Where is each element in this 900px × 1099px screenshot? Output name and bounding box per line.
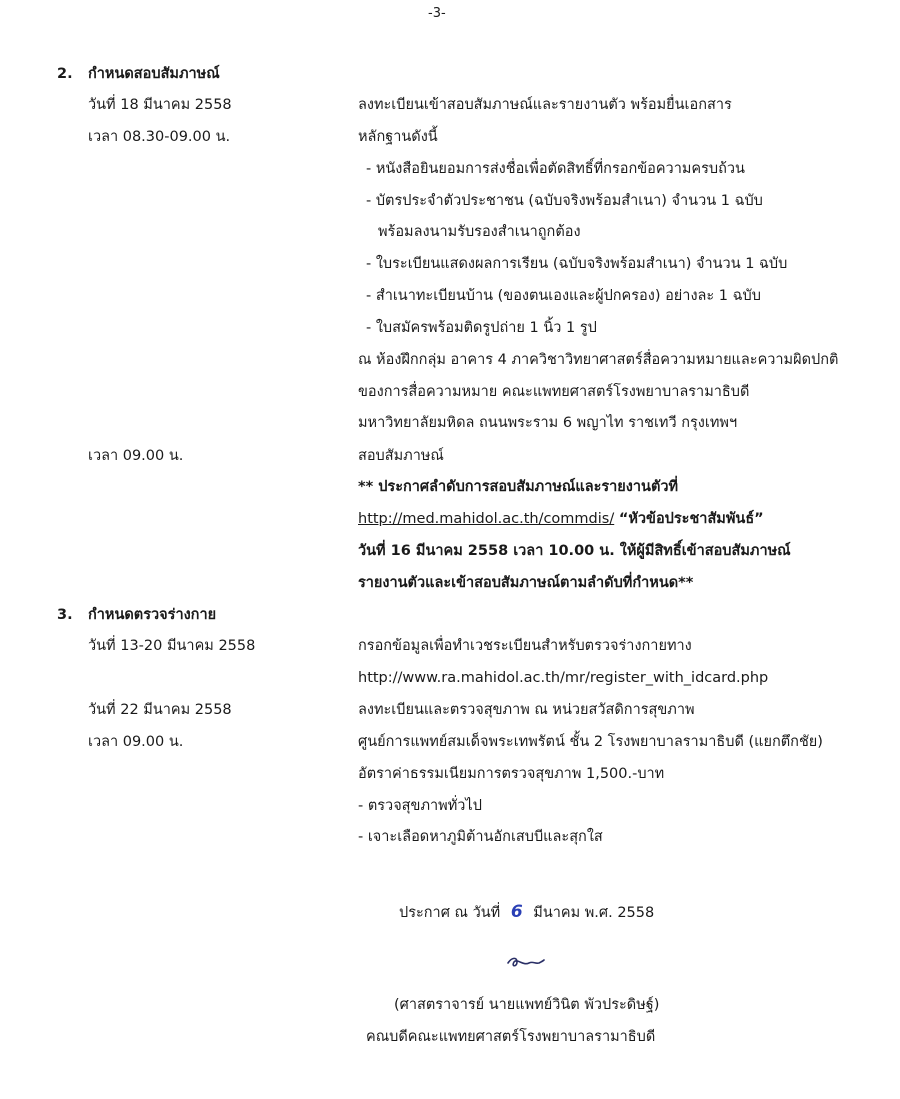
checkup-item: - ตรวจสุขภาพทั่วไป xyxy=(358,798,482,814)
section3-date1: วันที่ 13-20 มีนาคม 2558 xyxy=(88,638,256,654)
section3-number: 3. xyxy=(57,607,73,623)
document-item: พร้อมลงนามรับรองสำเนาถูกต้อง xyxy=(378,224,581,240)
location-line: ของการสื่อความหมาย คณะแพทยศาสตร์โรงพยาบาลรามาธิบดี xyxy=(358,384,750,400)
section2-interview-time: เวลา 09.00 น. xyxy=(88,448,184,464)
notice-link[interactable]: http://med.mahidol.ac.th/commdis/ xyxy=(358,511,615,527)
notice-link-row xyxy=(358,509,764,529)
announce-day: 6 xyxy=(510,902,523,922)
document-item: - สำเนาทะเบียนบ้าน (ของตนเองและผู้ปกครอง) อย่างละ 1 ฉบับ xyxy=(366,288,761,304)
signer-name: (ศาสตราจารย์ นายแพทย์วินิต พัวประดิษฐ์) xyxy=(394,997,660,1013)
location-line: ณ ห้องฝึกกลุ่ม อาคาร 4 ภาควิชาวิทยาศาสตร์สื่อความหมายและความผิดปกติ xyxy=(358,352,839,368)
document-item: - ใบสมัครพร้อมติดรูปถ่าย 1 นิ้ว 1 รูป xyxy=(366,320,597,336)
section3-time2: เวลา 09.00 น. xyxy=(88,734,184,750)
section3-desc1-line1: กรอกข้อมูลเพื่อทำเวชระเบียนสำหรับตรวจร่างกายทาง xyxy=(358,638,692,654)
section2-desc-line2: หลักฐานดังนี้ xyxy=(358,129,438,145)
section2-heading: กำหนดสอบสัมภาษณ์ xyxy=(88,66,220,82)
document-item: - หนังสือยินยอมการส่งชื่อเพื่อตัดสิทธิ์ที่กรอกข้อความครบถ้วน xyxy=(366,161,745,177)
registration-url: http://www.ra.mahidol.ac.th/mr/register_with_idcard.php xyxy=(358,670,769,686)
section3-desc2-line2: ศูนย์การแพทย์สมเด็จพระเทพรัตน์ ชั้น 2 โรงพยาบาลรามาธิบดี (แยกตึกชัย) xyxy=(358,734,823,750)
notice-line1: ** ประกาศลำดับการสอบสัมภาษณ์และรายงานตัวที่ xyxy=(358,479,679,495)
section2-number: 2. xyxy=(57,66,73,82)
section2-date: วันที่ 18 มีนาคม 2558 xyxy=(88,97,232,113)
section2-desc-line1: ลงทะเบียนเข้าสอบสัมภาษณ์และรายงานตัว พร้อมยื่นเอกสาร xyxy=(358,97,732,113)
signature-mark xyxy=(505,955,545,971)
section3-date2: วันที่ 22 มีนาคม 2558 xyxy=(88,702,232,718)
section3-desc2-line3: อัตราค่าธรรมเนียมการตรวจสุขภาพ 1,500.-บาท xyxy=(358,766,665,782)
section2-interview-desc: สอบสัมภาษณ์ xyxy=(358,448,444,464)
page-number: -3- xyxy=(428,6,446,21)
document-item: - บัตรประจำตัวประชาชน (ฉบับจริงพร้อมสำเนา) จำนวน 1 ฉบับ xyxy=(366,193,763,209)
checkup-item: - เจาะเลือดหาภูมิต้านอักเสบบีและสุกใส xyxy=(358,829,603,845)
signer-title: คณบดีคณะแพทยศาสตร์โรงพยาบาลรามาธิบดี xyxy=(366,1029,656,1045)
announcement-date xyxy=(399,902,654,923)
location-line: มหาวิทยาลัยมหิดล ถนนพระราม 6 พญาไท ราชเทวี กรุงเทพฯ xyxy=(358,415,738,431)
notice-link-tail: “หัวข้อประชาสัมพันธ์” xyxy=(618,511,764,527)
section2-time: เวลา 08.30-09.00 น. xyxy=(88,129,231,145)
notice-line3: วันที่ 16 มีนาคม 2558 เวลา 10.00 น. ให้ผู้มีสิทธิ์เข้าสอบสัมภาษณ์ xyxy=(358,543,791,559)
section3-heading: กำหนดตรวจร่างกาย xyxy=(88,607,217,623)
document-item: - ใบระเบียนแสดงผลการเรียน (ฉบับจริงพร้อมสำเนา) จำนวน 1 ฉบับ xyxy=(366,256,788,272)
section3-desc2-line1: ลงทะเบียนและตรวจสุขภาพ ณ หน่วยสวัสดิการสุขภาพ xyxy=(358,702,695,718)
notice-line4: รายงานตัวและเข้าสอบสัมภาษณ์ตามลำดับที่กำหนด** xyxy=(358,575,694,591)
announce-suffix: มีนาคม พ.ศ. 2558 xyxy=(533,905,655,921)
announce-prefix: ประกาศ ณ วันที่ xyxy=(399,905,501,921)
